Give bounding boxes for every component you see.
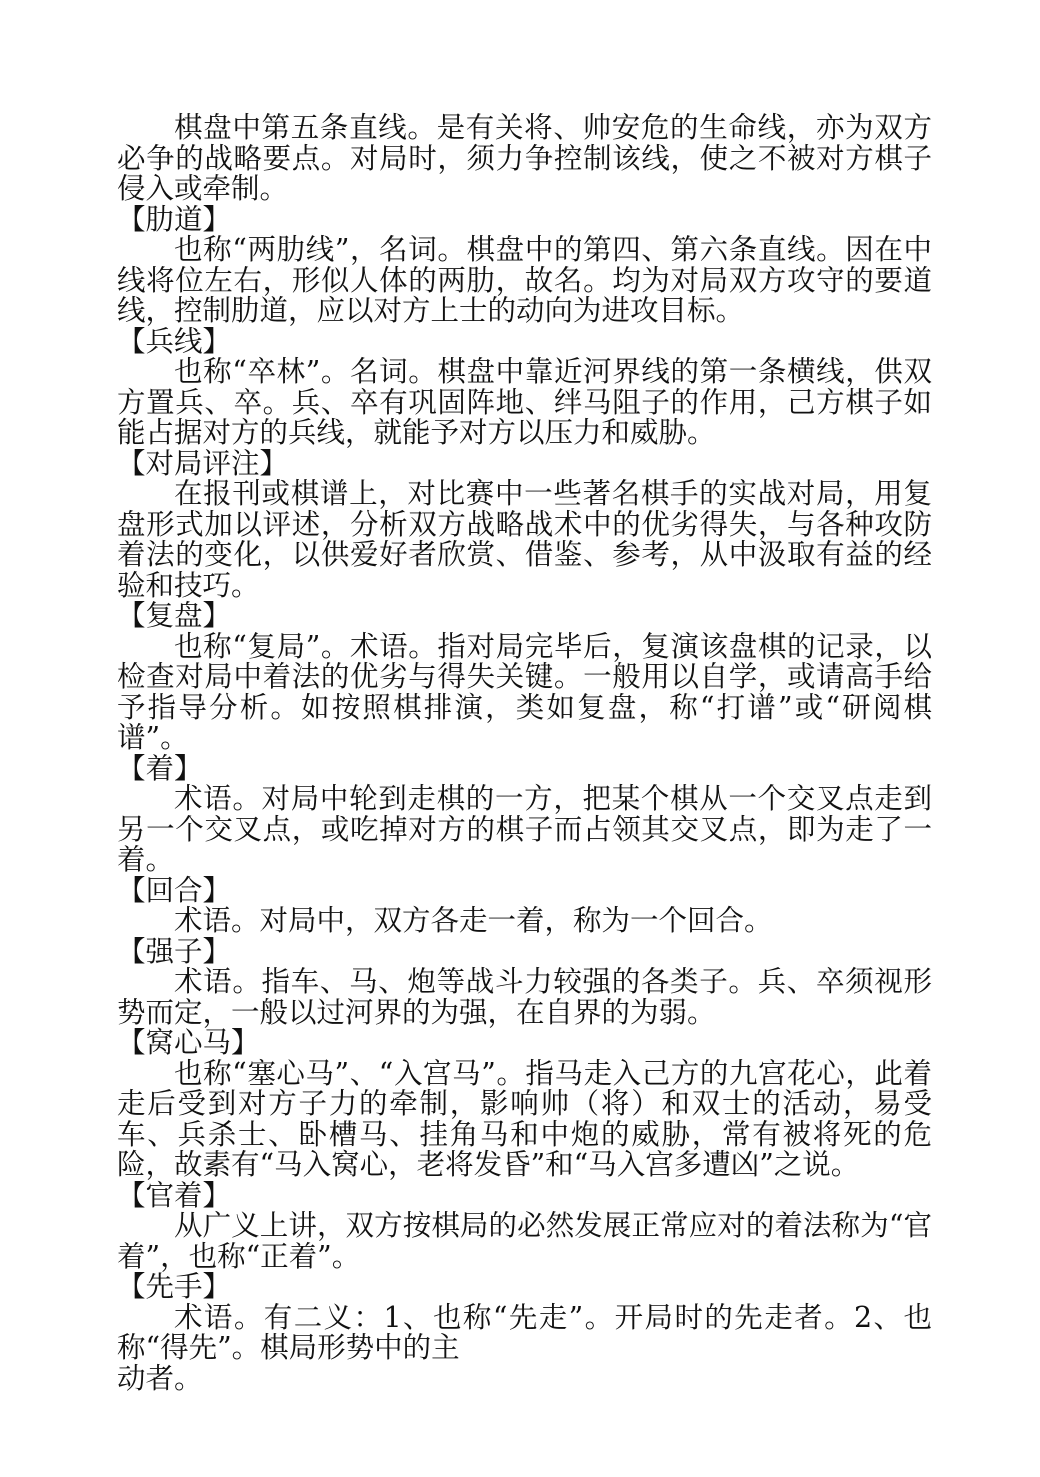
term-heading: 【复盘】 (117, 599, 232, 632)
term-definition: 术语。对局中，双方各走一着，称为一个回合。 (174, 904, 773, 937)
term-definition-continuation: 动者。 (117, 1361, 203, 1395)
term-definition: 也称“两肋线”，名词。棋盘中的第四、第六条直线。因在中线将位左右，形似人体的两肋，故名。均为对局双方攻守的要道线，控制肋道，应以对方上士的动向为进攻目标。 (117, 233, 932, 327)
term-heading: 【肋道】 (117, 202, 232, 236)
entry-fu-pan (117, 601, 932, 754)
term-heading: 【官着】 (117, 1178, 232, 1212)
intro-paragraph: 棋盘中第五条直线。是有关将、帅安危的生命线，亦为双方必争的战略要点。对局时，须力争控制该线，使之不被对方棋子侵入或牵制。 (117, 111, 932, 205)
term-definition: 从广义上讲，双方按棋局的必然发展正常应对的着法称为“官着”，也称“正着”。 (117, 1209, 932, 1273)
term-heading: 【回合】 (117, 873, 232, 907)
entry-wo-xin-ma (117, 1028, 932, 1181)
term-definition: 也称“塞心马”、“入宫马”。指马走入己方的九宫花心，此着走后受到对方子力的牵制，影响帅（将）和双士的活动，易受车、兵杀士、卧槽马、挂角马和中炮的威胁，常有被将死的危险，故素有“马入窝心，老将发昏”和“马入宫多遭凶”之说。 (117, 1056, 932, 1181)
term-definition: 也称“复局”。术语。指对局完毕后，复演该盘棋的记录，以检查对局中着法的优劣与得失关键。一般用以自学，或请高手给予指导分析。如按照棋排演，类如复盘，称“打谱”或“研阅棋谱”。 (117, 629, 932, 754)
term-heading: 【对局评注】 (117, 446, 289, 480)
term-heading: 【先手】 (117, 1270, 232, 1303)
term-heading: 【着】 (117, 751, 203, 785)
term-heading: 【强子】 (117, 934, 232, 968)
term-definition: 术语。有二义：1、也称“先走”。开局时的先走者。2、也称“得先”。棋局形势中的主 (117, 1300, 932, 1364)
entry-qiang-zi (117, 934, 932, 1029)
document-page (117, 113, 932, 1394)
entry-zhao (117, 751, 932, 876)
term-heading: 【窝心马】 (117, 1026, 260, 1059)
term-definition: 术语。对局中轮到走棋的一方，把某个棋从一个交叉点走到另一个交叉点，或吃掉对方的棋子而占领其交叉点，即为走了一着。 (117, 782, 932, 876)
entry-hui-he (117, 873, 932, 937)
term-definition: 也称“卒林”。名词。棋盘中靠近河界线的第一条横线，供双方置兵、卒。兵、卒有巩固阵地、绊马阻子的作用，己方棋子如能占据对方的兵线，就能予对方以压力和威胁。 (117, 355, 932, 449)
entry-bing-xian (117, 324, 932, 449)
entry-lei-dao (117, 202, 932, 327)
term-definition: 术语。指车、马、炮等战斗力较强的各类子。兵、卒须视形势而定，一般以过河界的为强，在自界的为弱。 (117, 965, 932, 1029)
entry-dui-ju-ping-zhu (117, 446, 932, 602)
entry-guan-zhao (117, 1178, 932, 1273)
term-definition: 在报刊或棋谱上，对比赛中一些著名棋手的实战对局，用复盘形式加以评述，分析双方战略战术中的优劣得失，与各种攻防着法的变化，以供爱好者欣赏、借鉴、参考，从中汲取有益的经验和技巧。 (117, 477, 932, 602)
entry-xian-shou (117, 1272, 932, 1394)
term-heading: 【兵线】 (117, 324, 232, 358)
